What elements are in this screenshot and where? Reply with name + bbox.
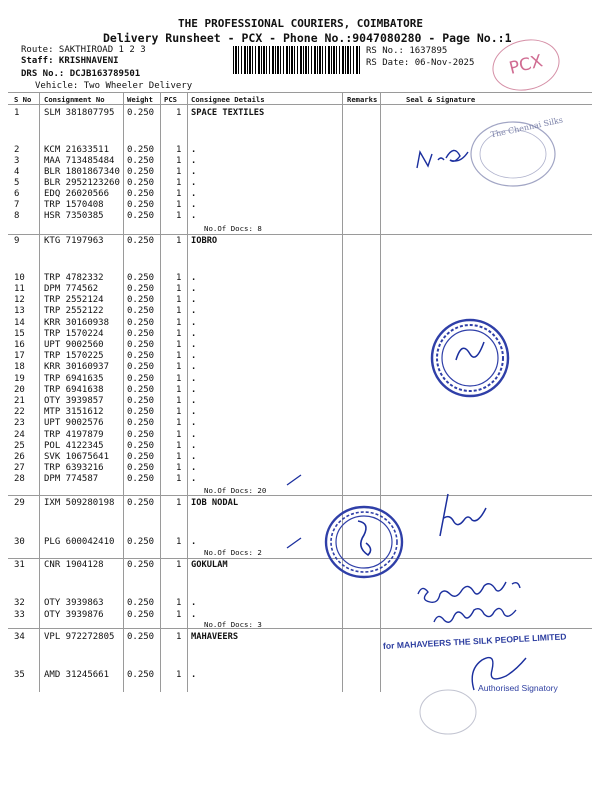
row-consignment: POL 4122345 xyxy=(44,441,104,451)
row-sno: 21 xyxy=(14,396,25,406)
row-weight: 0.250 xyxy=(127,374,155,384)
row-consignee: . xyxy=(191,452,197,462)
row-pcs: 1 xyxy=(176,189,182,199)
vehicle-label: Vehicle: Two Wheeler Delivery xyxy=(35,81,193,91)
row-pcs: 1 xyxy=(176,108,182,118)
row-pcs: 1 xyxy=(176,560,182,570)
row-pcs: 1 xyxy=(176,452,182,462)
row-sno: 34 xyxy=(14,632,25,642)
row-weight: 0.250 xyxy=(127,407,155,417)
row-consignment: IXM 509280198 xyxy=(44,498,115,508)
header-top-rule xyxy=(8,92,592,93)
row-consignee: . xyxy=(191,374,197,384)
runsheet-title: Delivery Runsheet - PCX - Phone No.:9047080280 - Page No.:1 xyxy=(103,31,512,45)
authorised-signatory: Authorised Signatory xyxy=(478,683,558,693)
iob-nodal-seal xyxy=(322,503,406,581)
tick-mark xyxy=(286,537,302,549)
row-sno: 33 xyxy=(14,610,25,620)
row-sno: 30 xyxy=(14,537,25,547)
company-seal-text: for MAHAVEERS THE SILK PEOPLE LIMITED xyxy=(382,631,567,651)
row-weight: 0.250 xyxy=(127,236,155,246)
col-header-weight: Weight xyxy=(127,95,153,104)
row-weight: 0.250 xyxy=(127,167,155,177)
row-consignee: IOB NODAL xyxy=(191,498,239,508)
stamp-text: The Chennai Silks xyxy=(489,115,564,140)
row-consignee: . xyxy=(191,598,197,608)
row-consignee: . xyxy=(191,145,197,155)
row-pcs: 1 xyxy=(176,441,182,451)
header-bottom-rule xyxy=(8,104,592,105)
row-consignment: UPT 9002560 xyxy=(44,340,104,350)
row-consignee: . xyxy=(191,385,197,395)
row-sno: 4 xyxy=(14,167,20,177)
row-consignee: . xyxy=(191,167,197,177)
signature-2 xyxy=(430,488,494,542)
row-sno: 1 xyxy=(14,108,20,118)
row-pcs: 1 xyxy=(176,273,182,283)
row-sno: 10 xyxy=(14,273,25,283)
col-rule-cons xyxy=(123,92,124,692)
row-consignment: SVK 10675641 xyxy=(44,452,110,462)
row-pcs: 1 xyxy=(176,145,182,155)
row-pcs: 1 xyxy=(176,498,182,508)
row-pcs: 1 xyxy=(176,284,182,294)
group-rule xyxy=(8,558,592,559)
row-consignee: . xyxy=(191,306,197,316)
row-weight: 0.250 xyxy=(127,329,155,339)
row-consignment: SLM 381807795 xyxy=(44,108,115,118)
staff-label: Staff: KRISHNAVENI xyxy=(21,56,119,66)
col-rule-pcs xyxy=(187,92,188,692)
faint-seal xyxy=(416,682,480,722)
row-consignee: . xyxy=(191,430,197,440)
row-weight: 0.250 xyxy=(127,537,155,547)
row-sno: 26 xyxy=(14,452,25,462)
row-sno: 13 xyxy=(14,306,25,316)
row-consignment: BLR 2952123260 xyxy=(44,178,120,188)
row-pcs: 1 xyxy=(176,385,182,395)
row-consignment: AMD 31245661 xyxy=(44,670,110,680)
row-pcs: 1 xyxy=(176,632,182,642)
row-pcs: 1 xyxy=(176,374,182,384)
row-consignment: KRR 30160938 xyxy=(44,318,110,328)
row-weight: 0.250 xyxy=(127,418,155,428)
row-sno: 11 xyxy=(14,284,25,294)
row-sno: 15 xyxy=(14,329,25,339)
signature-3 xyxy=(412,576,552,628)
row-sno: 32 xyxy=(14,598,25,608)
company-title: THE PROFESSIONAL COURIERS, COIMBATORE xyxy=(178,17,424,30)
row-weight: 0.250 xyxy=(127,108,155,118)
row-weight: 0.250 xyxy=(127,362,155,372)
row-consignee: . xyxy=(191,418,197,428)
row-pcs: 1 xyxy=(176,178,182,188)
row-consignment: TRP 2552124 xyxy=(44,295,104,305)
row-consignment: TRP 1570408 xyxy=(44,200,104,210)
row-sno: 18 xyxy=(14,362,25,372)
row-consignment: DPM 774562 xyxy=(44,284,99,294)
row-weight: 0.250 xyxy=(127,498,155,508)
row-consignment: TRP 6941635 xyxy=(44,374,104,384)
row-consignment: PLG 600042410 xyxy=(44,537,115,547)
row-sno: 35 xyxy=(14,670,25,680)
row-weight: 0.250 xyxy=(127,200,155,210)
row-consignment: BLR 1801867340 xyxy=(44,167,120,177)
row-consignee: GOKULAM xyxy=(191,560,228,570)
row-pcs: 1 xyxy=(176,329,182,339)
rs-number: RS No.: 1637895 xyxy=(366,46,448,56)
col-rule-remarks xyxy=(380,92,381,692)
group-rule xyxy=(8,234,592,235)
row-sno: 17 xyxy=(14,351,25,361)
row-consignment: TRP 6393216 xyxy=(44,463,104,473)
row-pcs: 1 xyxy=(176,598,182,608)
row-weight: 0.250 xyxy=(127,306,155,316)
group-rule xyxy=(8,495,592,496)
row-consignment: EDQ 26020566 xyxy=(44,189,110,199)
col-header-consignment: Consignment No xyxy=(44,95,105,104)
row-weight: 0.250 xyxy=(127,610,155,620)
row-consignee: SPACE TEXTILES xyxy=(191,108,265,118)
tick-mark xyxy=(286,474,302,486)
row-weight: 0.250 xyxy=(127,670,155,680)
barcode xyxy=(233,46,361,74)
row-consignment: KTG 7197963 xyxy=(44,236,104,246)
row-consignment: VPL 972272805 xyxy=(44,632,115,642)
row-pcs: 1 xyxy=(176,463,182,473)
docs-count: No.Of Docs: 20 xyxy=(204,486,267,495)
row-sno: 28 xyxy=(14,474,25,484)
row-sno: 6 xyxy=(14,189,20,199)
col-header-sno: S No xyxy=(14,95,32,104)
row-sno: 9 xyxy=(14,236,20,246)
col-rule-weight xyxy=(160,92,161,692)
row-sno: 19 xyxy=(14,374,25,384)
row-consignee: . xyxy=(191,474,197,484)
bank-seal xyxy=(428,316,512,400)
row-weight: 0.250 xyxy=(127,632,155,642)
row-sno: 23 xyxy=(14,418,25,428)
row-consignee: . xyxy=(191,318,197,328)
row-weight: 0.250 xyxy=(127,189,155,199)
row-weight: 0.250 xyxy=(127,211,155,221)
row-consignee: . xyxy=(191,396,197,406)
group-rule xyxy=(8,628,592,629)
col-header-remarks: Remarks xyxy=(347,95,378,104)
row-pcs: 1 xyxy=(176,396,182,406)
col-header-pcs: PCS xyxy=(164,95,177,104)
row-pcs: 1 xyxy=(176,236,182,246)
row-consignee: . xyxy=(191,463,197,473)
row-consignment: UPT 9002576 xyxy=(44,418,104,428)
row-consignee: . xyxy=(191,200,197,210)
row-sno: 29 xyxy=(14,498,25,508)
row-pcs: 1 xyxy=(176,295,182,305)
col-rule-consignee xyxy=(342,92,343,692)
row-consignee: . xyxy=(191,362,197,372)
row-sno: 14 xyxy=(14,318,25,328)
row-sno: 27 xyxy=(14,463,25,473)
rs-date: RS Date: 06-Nov-2025 xyxy=(366,58,475,68)
row-weight: 0.250 xyxy=(127,474,155,484)
row-consignment: CNR 1904128 xyxy=(44,560,104,570)
row-sno: 20 xyxy=(14,385,25,395)
row-weight: 0.250 xyxy=(127,318,155,328)
row-weight: 0.250 xyxy=(127,430,155,440)
col-rule-sno xyxy=(39,92,40,692)
row-sno: 2 xyxy=(14,145,20,155)
row-consignee: . xyxy=(191,670,197,680)
row-weight: 0.250 xyxy=(127,351,155,361)
route-label: Route: SAKTHIROAD 1 2 3 xyxy=(21,45,146,55)
row-consignee: . xyxy=(191,156,197,166)
row-sno: 31 xyxy=(14,560,25,570)
row-weight: 0.250 xyxy=(127,463,155,473)
row-pcs: 1 xyxy=(176,318,182,328)
docs-count: No.Of Docs: 2 xyxy=(204,548,262,557)
row-consignee: . xyxy=(191,441,197,451)
row-consignment: TRP 4197879 xyxy=(44,430,104,440)
row-consignee: MAHAVEERS xyxy=(191,632,239,642)
row-consignment: DPM 774587 xyxy=(44,474,99,484)
row-consignment: OTY 3939863 xyxy=(44,598,104,608)
row-pcs: 1 xyxy=(176,610,182,620)
row-weight: 0.250 xyxy=(127,145,155,155)
docs-count: No.Of Docs: 8 xyxy=(204,224,262,233)
row-weight: 0.250 xyxy=(127,156,155,166)
row-sno: 5 xyxy=(14,178,20,188)
row-pcs: 1 xyxy=(176,362,182,372)
row-pcs: 1 xyxy=(176,211,182,221)
row-consignee: . xyxy=(191,295,197,305)
col-header-consignee: Consignee Details xyxy=(191,95,265,104)
row-consignment: TRP 2552122 xyxy=(44,306,104,316)
row-pcs: 1 xyxy=(176,167,182,177)
row-consignee: . xyxy=(191,273,197,283)
row-pcs: 1 xyxy=(176,200,182,210)
row-pcs: 1 xyxy=(176,407,182,417)
docs-count: No.Of Docs: 3 xyxy=(204,620,262,629)
row-weight: 0.250 xyxy=(127,385,155,395)
row-pcs: 1 xyxy=(176,351,182,361)
row-consignment: KRR 30160937 xyxy=(44,362,110,372)
row-consignee: . xyxy=(191,537,197,547)
row-pcs: 1 xyxy=(176,306,182,316)
row-consignee: . xyxy=(191,189,197,199)
row-consignment: MAA 713485484 xyxy=(44,156,115,166)
row-pcs: 1 xyxy=(176,418,182,428)
row-consignee: . xyxy=(191,329,197,339)
row-consignment: TRP 1570225 xyxy=(44,351,104,361)
row-weight: 0.250 xyxy=(127,396,155,406)
row-weight: 0.250 xyxy=(127,560,155,570)
row-consignment: OTY 3939857 xyxy=(44,396,104,406)
row-weight: 0.250 xyxy=(127,284,155,294)
row-sno: 8 xyxy=(14,211,20,221)
row-weight: 0.250 xyxy=(127,273,155,283)
row-sno: 25 xyxy=(14,441,25,451)
col-header-seal: Seal & Signature xyxy=(406,95,476,104)
row-pcs: 1 xyxy=(176,670,182,680)
row-pcs: 1 xyxy=(176,430,182,440)
row-sno: 16 xyxy=(14,340,25,350)
row-pcs: 1 xyxy=(176,340,182,350)
row-sno: 22 xyxy=(14,407,25,417)
row-consignee: IOBRO xyxy=(191,236,218,246)
row-weight: 0.250 xyxy=(127,295,155,305)
row-consignee: . xyxy=(191,340,197,350)
row-consignment: TRP 4782332 xyxy=(44,273,104,283)
row-weight: 0.250 xyxy=(127,340,155,350)
drs-number: DRS No.: DCJB163789501 xyxy=(21,69,141,79)
row-consignment: TRP 6941638 xyxy=(44,385,104,395)
row-pcs: 1 xyxy=(176,156,182,166)
row-weight: 0.250 xyxy=(127,598,155,608)
row-sno: 12 xyxy=(14,295,25,305)
row-sno: 3 xyxy=(14,156,20,166)
row-consignee: . xyxy=(191,178,197,188)
row-sno: 7 xyxy=(14,200,20,210)
row-consignee: . xyxy=(191,351,197,361)
row-weight: 0.250 xyxy=(127,452,155,462)
row-consignee: . xyxy=(191,610,197,620)
row-consignment: TRP 1570224 xyxy=(44,329,104,339)
row-consignee: . xyxy=(191,284,197,294)
row-consignment: OTY 3939876 xyxy=(44,610,104,620)
row-consignment: KCM 21633511 xyxy=(44,145,110,155)
row-pcs: 1 xyxy=(176,537,182,547)
row-weight: 0.250 xyxy=(127,178,155,188)
signature-1 xyxy=(412,140,492,180)
row-consignment: HSR 7350385 xyxy=(44,211,104,221)
row-pcs: 1 xyxy=(176,474,182,484)
row-weight: 0.250 xyxy=(127,441,155,451)
row-consignee: . xyxy=(191,407,197,417)
row-sno: 24 xyxy=(14,430,25,440)
row-consignee: . xyxy=(191,211,197,221)
row-consignment: MTP 3151612 xyxy=(44,407,104,417)
pcx-stamp: PCX xyxy=(487,33,565,98)
